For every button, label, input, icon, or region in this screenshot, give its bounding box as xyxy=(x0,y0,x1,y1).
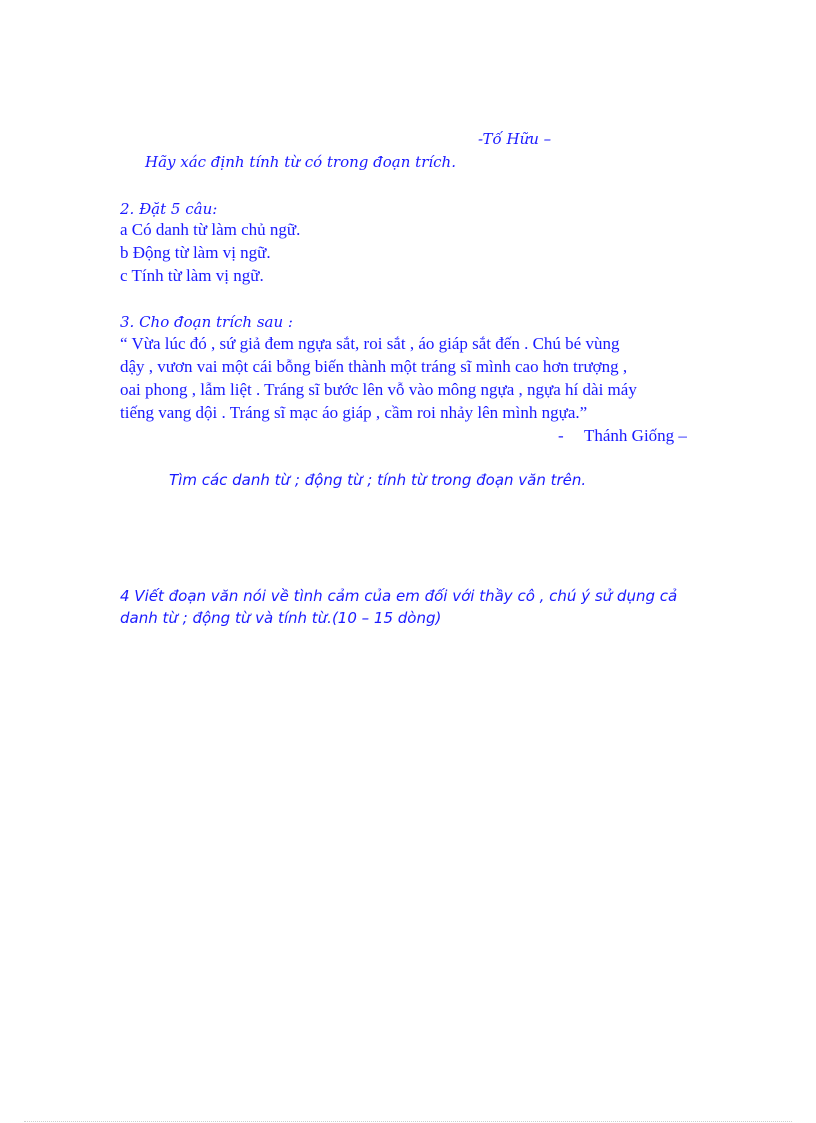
passage-line-2: dậy , vươn vai một cái bỗng biến thành một tráng sĩ mình cao hơn trượng , xyxy=(120,357,628,376)
passage-line-4: tiếng vang dội . Tráng sĩ mạc áo giáp , cầm roi nhảy lên mình ngựa.” xyxy=(120,403,588,422)
passage-line-3: oai phong , lẫm liệt . Tráng sĩ bước lên vỗ vào mông ngựa , ngựa hí dài máy xyxy=(120,380,637,399)
attribution-to-huu: -Tố Hữu – xyxy=(478,130,552,148)
question-2-item-c: c Tính từ làm vị ngữ. xyxy=(120,266,264,285)
passage-line-1: “ Vừa lúc đó , sứ giả đem ngựa sắt, roi sắt , áo giáp sắt đến . Chú bé vùng xyxy=(120,334,620,353)
question-3-heading: 3. Cho đoạn trích sau : xyxy=(120,313,293,331)
attribution-thanh-giong: Thánh Giống – xyxy=(584,426,687,445)
attribution-dash: - xyxy=(558,426,564,445)
question-4-line-1: 4 Viết đoạn văn nói về tình cảm của em đối với thầy cô , chú ý sử dụng cả xyxy=(120,587,678,605)
question-4-line-2: danh từ ; động từ và tính từ.(10 – 15 dòng) xyxy=(120,609,442,627)
question-3-instruction: Tìm các danh từ ; động từ ; tính từ trong đoạn văn trên. xyxy=(169,471,587,489)
page-bottom-border xyxy=(24,1121,792,1122)
question-1-instruction: Hãy xác định tính từ có trong đoạn trích. xyxy=(145,153,456,171)
question-2-item-a: a Có danh từ làm chủ ngữ. xyxy=(120,220,301,239)
question-2-item-b: b Động từ làm vị ngữ. xyxy=(120,243,271,262)
question-2-heading: 2. Đặt 5 câu: xyxy=(120,200,218,218)
